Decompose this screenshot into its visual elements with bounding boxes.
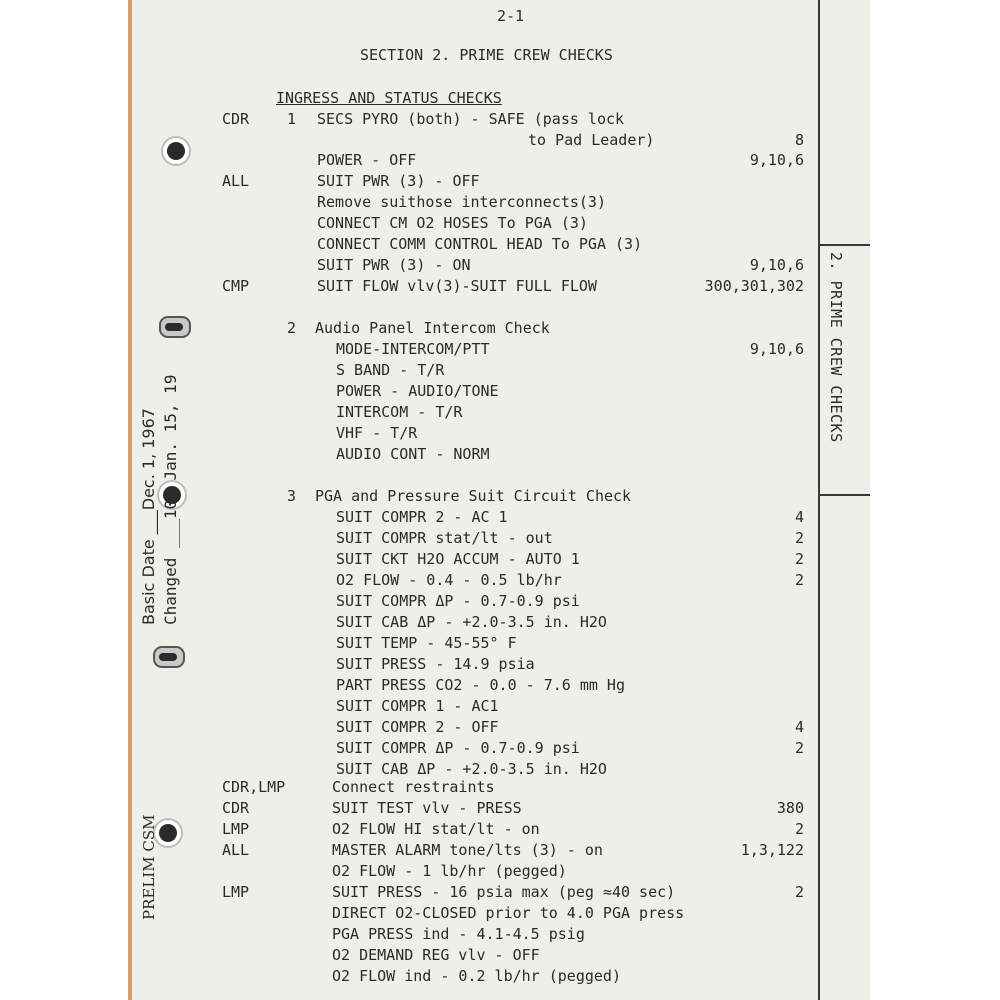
- checklist-line: [0, 819, 1000, 839]
- checklist-line: [0, 486, 1000, 506]
- text: INTERCOM - T/R: [336, 403, 463, 421]
- text: AUDIO CONT - NORM: [336, 445, 490, 463]
- role: ALL: [222, 841, 250, 859]
- checklist-line: [0, 339, 1000, 359]
- role: CMP: [222, 277, 250, 295]
- checklist-line: [0, 130, 1000, 150]
- checklist-line: [0, 696, 1000, 716]
- checklist-line: [0, 171, 1000, 191]
- basic-date: Basic Date ___Dec. 1, 1967: [139, 408, 158, 625]
- text: SUIT COMPR 1 - AC1: [336, 697, 499, 715]
- num: 2: [287, 319, 297, 337]
- checklist-line: [0, 738, 1000, 758]
- text: MODE-INTERCOM/PTT: [336, 340, 490, 358]
- ref: 300,301,302: [704, 277, 804, 295]
- text: SUIT TEMP - 45-55° F: [336, 634, 517, 652]
- ref: 2: [794, 820, 804, 838]
- text: SUIT COMPR 2 - AC 1: [336, 508, 508, 526]
- num: 1: [287, 110, 297, 128]
- role: LMP: [222, 883, 250, 901]
- checklist-line: [0, 528, 1000, 548]
- ref: 9,10,6: [749, 256, 804, 274]
- checklist-line: [0, 966, 1000, 986]
- text: Remove suithose interconnects(3): [317, 193, 606, 211]
- ref: 1,3,122: [740, 841, 804, 859]
- checklist-line: [0, 654, 1000, 674]
- ref: 8: [794, 131, 804, 149]
- checklist-line: [0, 675, 1000, 695]
- text: SUIT PRESS - 16 psia max (peg ≈40 sec): [332, 883, 676, 901]
- changed-date: Changed ___10_ Jan. 15, 19: [161, 374, 180, 625]
- role: ALL: [222, 172, 250, 190]
- checklist-line: [0, 840, 1000, 860]
- text: PGA PRESS ind - 4.1-4.5 psig: [332, 925, 585, 943]
- checklist-line: [0, 234, 1000, 254]
- prelim-stamp: PRELIM CSM: [140, 814, 158, 920]
- ref: 2: [794, 739, 804, 757]
- text: O2 FLOW - 0.4 - 0.5 lb/hr: [336, 571, 562, 589]
- text: S BAND - T/R: [336, 361, 445, 379]
- checklist-line: [0, 924, 1000, 944]
- text: O2 FLOW ind - 0.2 lb/hr (pegged): [332, 967, 621, 985]
- text: SUIT PWR (3) - ON: [317, 256, 471, 274]
- ref: 9,10,6: [749, 151, 804, 169]
- text: to Pad Leader): [528, 131, 655, 149]
- checklist-line: [0, 777, 1000, 797]
- text: SUIT CAB ΔP - +2.0-3.5 in. H2O: [336, 613, 607, 631]
- checklist-heading: INGRESS AND STATUS CHECKS: [276, 89, 502, 107]
- text: CONNECT CM O2 HOSES To PGA (3): [317, 214, 588, 232]
- text: O2 FLOW - 1 lb/hr (pegged): [332, 862, 567, 880]
- text: SUIT CKT H2O ACCUM - AUTO 1: [336, 550, 580, 568]
- checklist-line: [0, 903, 1000, 923]
- text: SUIT COMPR stat/lt - out: [336, 529, 553, 547]
- text: DIRECT O2-CLOSED prior to 4.0 PGA press: [332, 904, 685, 922]
- role: CDR,LMP: [222, 778, 286, 796]
- text: SUIT PRESS - 14.9 psia: [336, 655, 535, 673]
- text: SUIT FLOW vlv(3)-SUIT FULL FLOW: [317, 277, 597, 295]
- text: O2 DEMAND REG vlv - OFF: [332, 946, 540, 964]
- checklist-line: [0, 717, 1000, 737]
- checklist-line: [0, 381, 1000, 401]
- checklist-line: [0, 507, 1000, 527]
- checklist-line: [0, 444, 1000, 464]
- checklist-line: [0, 633, 1000, 653]
- section-title: SECTION 2. PRIME CREW CHECKS: [360, 46, 613, 64]
- text: SECS PYRO (both) - SAFE (pass lock: [317, 110, 625, 128]
- checklist-line: [0, 882, 1000, 902]
- checklist-line: [0, 276, 1000, 296]
- ref: 380: [776, 799, 804, 817]
- ref: 2: [794, 529, 804, 547]
- text: POWER - OFF: [317, 151, 417, 169]
- role: LMP: [222, 820, 250, 838]
- ref: 2: [794, 883, 804, 901]
- text: Audio Panel Intercom Check: [315, 319, 550, 337]
- ref: 2: [794, 571, 804, 589]
- checklist-line: [0, 150, 1000, 170]
- checklist-line: [0, 318, 1000, 338]
- section-tab-label[interactable]: 2. PRIME CREW CHECKS: [827, 252, 845, 443]
- num: 3: [287, 487, 297, 505]
- checklist-line: [0, 402, 1000, 422]
- text: CONNECT COMM CONTROL HEAD To PGA (3): [317, 235, 643, 253]
- ref: 4: [794, 508, 804, 526]
- ref: 4: [794, 718, 804, 736]
- text: SUIT CAB ΔP - +2.0-3.5 in. H2O: [336, 760, 607, 778]
- checklist-line: [0, 360, 1000, 380]
- checklist-line: [0, 861, 1000, 881]
- ref: 9,10,6: [749, 340, 804, 358]
- text: VHF - T/R: [336, 424, 418, 442]
- text: SUIT COMPR 2 - OFF: [336, 718, 499, 736]
- text: SUIT TEST vlv - PRESS: [332, 799, 522, 817]
- checklist-line: [0, 798, 1000, 818]
- checklist-line: [0, 109, 1000, 129]
- checklist-line: [0, 570, 1000, 590]
- text: SUIT PWR (3) - OFF: [317, 172, 480, 190]
- ref: 2: [794, 550, 804, 568]
- checklist-line: [0, 213, 1000, 233]
- checklist-line: [0, 945, 1000, 965]
- page-number: 2-1: [497, 7, 525, 25]
- role: CDR: [222, 799, 250, 817]
- text: MASTER ALARM tone/lts (3) - on: [332, 841, 603, 859]
- text: Connect restraints: [332, 778, 495, 796]
- text: O2 FLOW HI stat/lt - on: [332, 820, 540, 838]
- text: PGA and Pressure Suit Circuit Check: [315, 487, 632, 505]
- text: SUIT COMPR ΔP - 0.7-0.9 psi: [336, 739, 580, 757]
- role: CDR: [222, 110, 250, 128]
- text: PART PRESS CO2 - 0.0 - 7.6 mm Hg: [336, 676, 625, 694]
- checklist-line: [0, 759, 1000, 779]
- checklist-line: [0, 255, 1000, 275]
- checklist-line: [0, 612, 1000, 632]
- text: SUIT COMPR ΔP - 0.7-0.9 psi: [336, 592, 580, 610]
- checklist-line: [0, 591, 1000, 611]
- checklist-line: [0, 192, 1000, 212]
- checklist-line: [0, 549, 1000, 569]
- text: POWER - AUDIO/TONE: [336, 382, 499, 400]
- checklist-line: [0, 423, 1000, 443]
